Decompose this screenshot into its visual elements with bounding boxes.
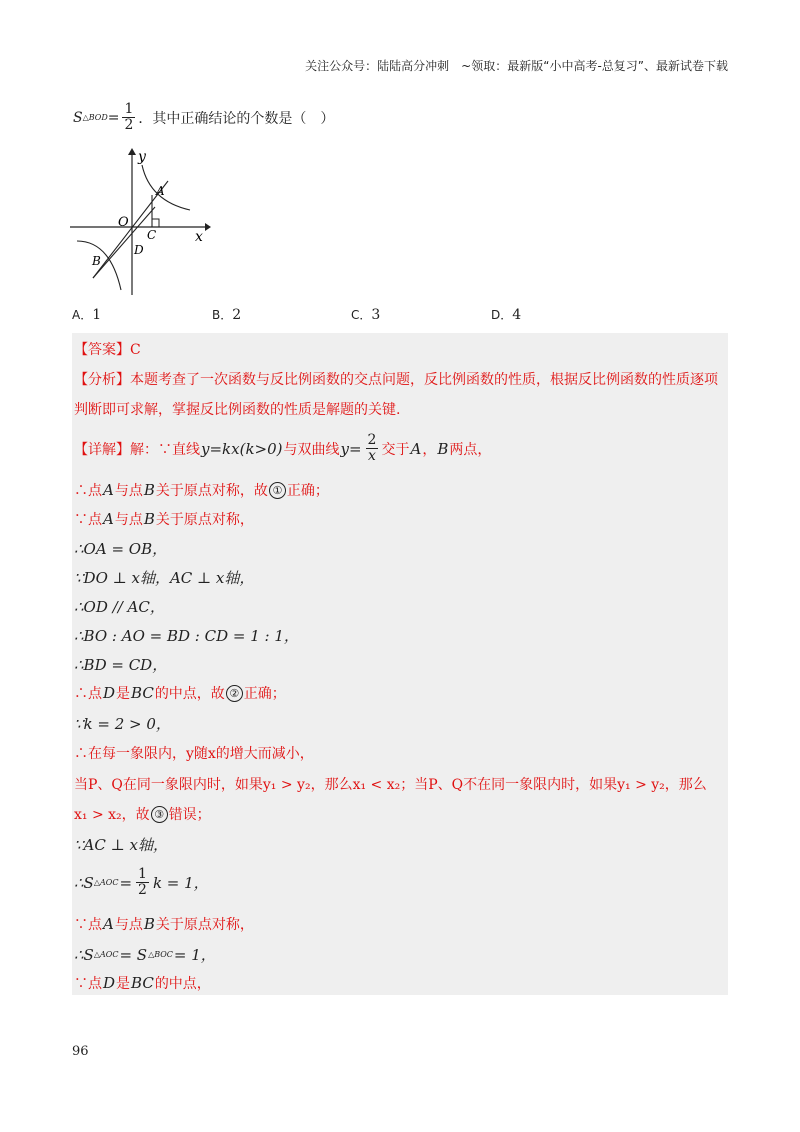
- label-b: B: [92, 254, 101, 268]
- text-segment: 关于原点对称，: [155, 512, 254, 528]
- math-point-a: A: [410, 439, 422, 458]
- detail-line-bd-cd: [74, 654, 167, 675]
- text-segment: ∴点: [74, 483, 102, 499]
- detail-line-parallel: [74, 596, 165, 617]
- math-point-b: B: [143, 915, 155, 933]
- page-header: 关注公众号：陆陆高分冲刺 ~领取：最新版“小中高考-总复习”、最新试卷下载: [305, 59, 728, 73]
- detail-line-intersection: 【详解】解：∵直线 y=kx(k>0) 与双曲线 y= $\frac{2}{x}$ 交于 A ， B 两点，: [74, 432, 492, 464]
- fraction-denominator: x: [368, 448, 376, 464]
- fraction-numerator: 1: [138, 866, 147, 882]
- detail-line-area-equal: [74, 944, 217, 965]
- text-segment: 与点: [114, 917, 143, 933]
- text-segment: 与双曲线: [283, 441, 340, 458]
- option-letter: C．: [351, 308, 372, 322]
- fraction-denominator: 2: [124, 117, 134, 133]
- option-a[interactable]: [72, 306, 101, 323]
- area-subscript: △BOC: [148, 950, 173, 959]
- text-segment: 【详解】解：∵直线: [74, 441, 200, 458]
- circled-number-1: ①: [269, 482, 286, 499]
- math-point-a: A: [103, 510, 114, 528]
- fraction-denominator: 2: [138, 882, 147, 898]
- detail-line-conclusion-3: [74, 804, 211, 824]
- option-d[interactable]: [491, 306, 521, 323]
- text-segment: 的中点，: [154, 976, 211, 992]
- question-prompt: ．其中正确结论的个数是（ ）: [138, 110, 335, 127]
- answer-explanation-box: [72, 333, 728, 995]
- answer-options: [72, 306, 632, 330]
- detail-line-oa-ob: [74, 538, 167, 559]
- detail-line-decreasing: ∴在每一象限内，y随x的增大而减小，: [74, 746, 314, 762]
- detail-line-k-positive: [74, 713, 171, 734]
- fraction-one-half: [122, 102, 135, 133]
- text-segment: 的中点，故: [154, 686, 225, 702]
- text-segment: 是: [116, 686, 131, 702]
- option-value: 4: [512, 307, 522, 323]
- text-segment: 两点，: [449, 441, 492, 458]
- detail-line-perpendicular: [74, 567, 254, 588]
- detail-line-symmetry-3: [74, 914, 254, 934]
- math-statement: ∴BD = CD，: [74, 656, 168, 674]
- label-o: O: [118, 215, 129, 230]
- detail-line-midpoint-1: [74, 683, 286, 703]
- text-segment: 与点: [114, 512, 143, 528]
- math-statement: k = 1，: [152, 874, 209, 892]
- option-letter: D．: [491, 308, 513, 322]
- math-point-a: A: [103, 481, 114, 499]
- area-subscript: △AOC: [93, 950, 119, 959]
- detail-line-ratio: [74, 625, 299, 646]
- math-point-b: B: [437, 439, 449, 458]
- detail-line-area-aoc: [74, 867, 210, 898]
- option-value: 1: [92, 307, 102, 323]
- math-point-d: D: [103, 974, 116, 992]
- option-c[interactable]: [351, 306, 380, 323]
- math-point-d: D: [103, 684, 116, 702]
- math-point-b: B: [143, 481, 155, 499]
- label-d: D: [134, 243, 144, 257]
- page-number: 96: [72, 1044, 89, 1059]
- detail-line-symmetry-1: [74, 480, 329, 500]
- fraction-one-half: [136, 867, 149, 898]
- text-segment: ∴点: [74, 686, 102, 702]
- label-a: A: [156, 184, 165, 198]
- math-statement: ∵k = 2 > 0，: [74, 715, 171, 733]
- text-segment: ∵点: [74, 976, 102, 992]
- text-segment: ∵点: [74, 512, 102, 528]
- fraction-numerator: 1: [124, 101, 134, 117]
- fraction-two-over-x: [366, 433, 379, 464]
- option-letter: B．: [212, 308, 233, 322]
- text-segment: 是: [116, 976, 131, 992]
- math-area-symbol: ∴S: [74, 945, 94, 964]
- function-graph-figure: [65, 143, 215, 305]
- right-angle-mark: [152, 219, 159, 227]
- equals-sign: =: [119, 873, 133, 892]
- detail-line-quadrant-case: 当P、Q在同一象限内时，如果y₁ > y₂，那么x₁ < x₂；当P、Q不在同一象限内时，如果y₁ > y₂，那么: [74, 777, 707, 793]
- math-point-b: B: [143, 510, 155, 528]
- text-segment: 正确；: [286, 483, 329, 499]
- question-text: [73, 102, 334, 133]
- hyperbola-first-quadrant: [142, 165, 190, 210]
- math-statement: = 1，: [173, 946, 216, 964]
- text-segment: 错误；: [168, 807, 211, 823]
- math-point-a: A: [103, 915, 114, 933]
- fraction-numerator: 2: [367, 432, 377, 448]
- equals-sign: =: [107, 109, 120, 126]
- option-value: 3: [371, 307, 381, 323]
- text-segment: 正确；: [243, 686, 286, 702]
- math-statement: = S: [119, 945, 148, 964]
- area-subscript: △BOD: [82, 113, 108, 122]
- text-segment: 交于: [381, 441, 410, 458]
- math-statement: ∴OA = OB，: [74, 540, 168, 558]
- label-y: y: [138, 149, 146, 165]
- x-axis-arrow-icon: [205, 223, 211, 231]
- math-statement: ∴BO : AO = BD : CD = 1 : 1，: [74, 627, 299, 645]
- math-y-equals: y=: [340, 439, 362, 458]
- circled-number-2: ②: [226, 685, 243, 702]
- text-segment: 关于原点对称，故: [155, 483, 268, 499]
- area-symbol: S: [73, 109, 83, 126]
- text-segment: x₁ > x₂，故: [74, 807, 150, 823]
- y-axis-arrow-icon: [128, 148, 136, 155]
- math-statement: ∴OD // AC，: [74, 598, 165, 616]
- label-c: C: [147, 228, 157, 242]
- option-letter: A．: [72, 308, 93, 322]
- detail-line-midpoint-2: [74, 973, 211, 993]
- analysis-line-1: 【分析】本题考查了一次函数与反比例函数的交点问题，反比例函数的性质，根据反比例函数的性质逐项: [74, 372, 718, 388]
- math-statement: ∵AC ⊥ x轴，: [74, 836, 168, 854]
- option-b[interactable]: [212, 306, 241, 323]
- option-value: 2: [232, 307, 242, 323]
- text-segment: 关于原点对称，: [155, 917, 254, 933]
- math-statement: ∵DO ⊥ x轴，AC ⊥ x轴，: [74, 569, 255, 587]
- text-segment: ∵点: [74, 917, 102, 933]
- label-x: x: [195, 229, 203, 245]
- detail-line-ac-perpendicular: [74, 834, 168, 855]
- math-segment-bc: BC: [131, 684, 154, 702]
- math-area-symbol: ∴S: [74, 873, 94, 892]
- text-segment: 与点: [114, 483, 143, 499]
- area-subscript: △AOC: [93, 878, 119, 887]
- answer-line: 【答案】C: [74, 342, 141, 358]
- detail-line-symmetry-2: [74, 509, 254, 529]
- math-segment-bc: BC: [131, 974, 154, 992]
- analysis-line-2: 判断即可求解，掌握反比例函数的性质是解题的关键.: [74, 402, 401, 418]
- circled-number-3: ③: [151, 806, 168, 823]
- math-line-equation: y=kx(k>0): [201, 439, 283, 458]
